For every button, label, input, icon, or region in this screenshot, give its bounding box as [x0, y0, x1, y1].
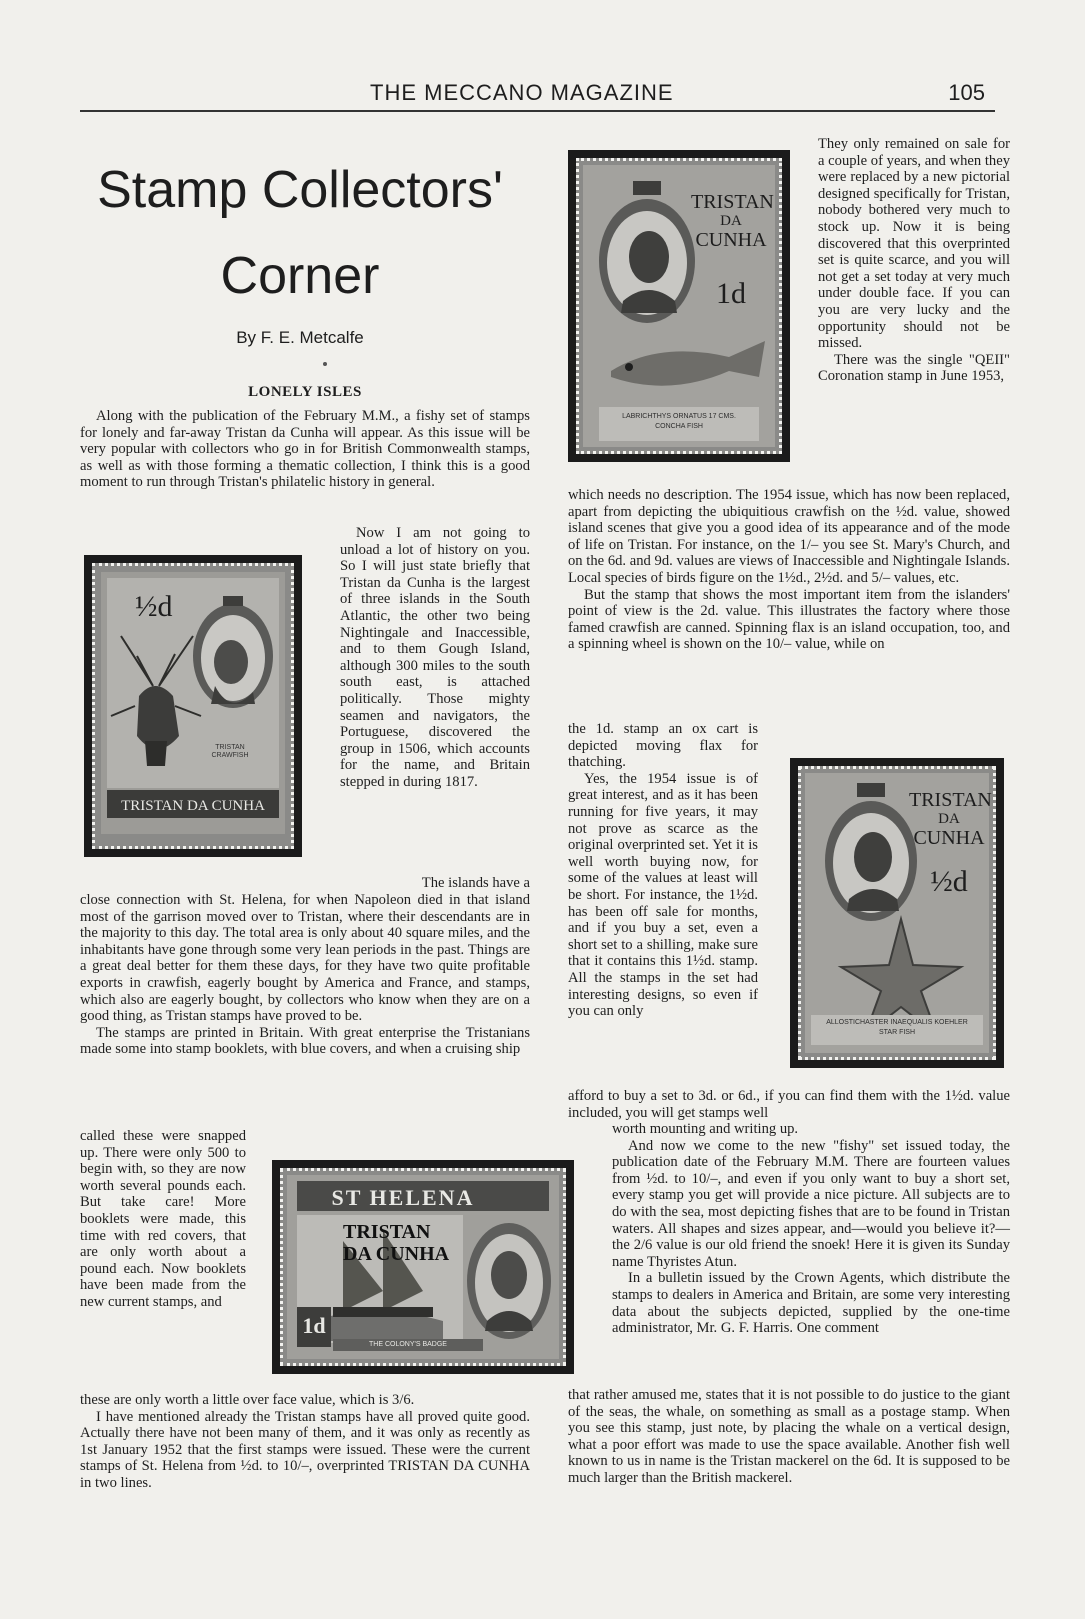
whale-paragraph: that rather amused me, states that it is not possible to do justice to the giant of the seas, the whale, on something as small as a postage stamp. When you see this stamp, just note, by placing the whale on a vertical design, what a poor effort was made to use the space available. Another fish well known to us in name is the Tristan mackerel on the 6d. It is supposed to be much larger than the British mackerel. [568, 1387, 1010, 1486]
fishy-set-paragraph: worth mounting and writing up. And now we come to the new "fishy" set issued today, the publication date of the February M.M. There are fourteen values from ½d. to 10/–, and even if you only want to buy a short set, every stamp you get will provide a nice picture. All subjects are to do with the sea, most depicting fishes that are to be found in Tristan waters. All shapes and sizes appear, and—would you believe it?—the 2/6 value is our old friend the snoek! Here it is given its Sunday name Thyristes Atun. In a bulletin issued by the Crown Agents, which distribute the stamps to dealers in America and Britain, are some very interesting data about the subjects depicted, supplied by the one-time administrator, Mr. G. F. Harris. One comment [612, 1121, 1010, 1337]
crawfish-stamp-country: TRISTAN DA CUNHA [121, 798, 265, 814]
crawfish-stamp-caption: TRISTAN CRAWFISH [211, 744, 249, 759]
mounting-paragraph: afford to buy a set to 3d. or 6d., if you can find them with the 1½d. value included, you will get stamps well [568, 1088, 1010, 1121]
starfish-stamp [790, 758, 1004, 1068]
st-helena-stamp-country: ST HELENA [331, 1185, 475, 1210]
islands-paragraph-start: The islands have a [421, 875, 530, 891]
st-helena-stamp-caption: THE COLONY'S BADGE [369, 1341, 447, 1348]
section-heading: LONELY ISLES [248, 384, 362, 400]
magazine-title: THE MECCANO MAGAZINE [370, 80, 674, 105]
intro-paragraph: Along with the publication of the February M.M., a fishy set of stamps for lonely and far-away Tristan da Cunha will appear. As this issue will be very popular with collectors who go in for British Commonwealth stamps, as well as with those forming a thematic collection, I think this is a good moment to run through Tristan's philatelic history in general. [80, 408, 530, 491]
starfish-stamp-caption-2: STAR FISH [878, 1029, 916, 1036]
fish-stamp-country-3: CUNHA [695, 229, 767, 251]
starfish-stamp-country-1: TRISTAN [909, 789, 992, 811]
st-helena-overprint-line1: TRISTAN [343, 1221, 431, 1243]
page-number: 105 [948, 80, 985, 105]
fish-stamp-value: 1d [716, 277, 746, 310]
starfish-stamp-caption-1: ALLOSTICHASTER INAEQUALIS KOEHLER [826, 1019, 968, 1026]
face-value-paragraph: these are only worth a little over face value, which is 3/6. I have mentioned already the Tristan stamps have all proved quite good. Actually there have not been many of them, and it was only as recently as 1st January 1952 that the first stamps were issued. These were the current stamps of St. Helena from ½d. to 10/–, overprinted TRISTAN DA CUNHA in two lines. [80, 1392, 530, 1491]
fish-stamp-country-2: DA [720, 213, 742, 229]
st-helena-overprint-stamp [272, 1160, 574, 1374]
issue-1954-paragraph: which needs no description. The 1954 issue, which has now been replaced, apart from depicting the ubiquitious crawfish on the ½d. value, showed island scenes that give you a good idea of its appearance and of the mode of life on Tristan. For instance, on the 1/– you see St. Mary's Church, and on the 6d. and 9d. values are views of Inaccessible and Nightingale Islands. Local species of birds figure on the 1½d., 2½d. and 5/– values, etc. But the stamp that shows the most important item from the islanders' point of view is the 2d. value. This illustrates the factory where those famed crawfish are canned. Spinning flax is an island occupation, too, and a spinning wheel is shown on the 10/– value, while on [568, 487, 1010, 653]
concha-fish-stamp [568, 150, 790, 462]
islands-paragraph: close connection with St. Helena, for when Napoleon died in that island most of the garrison moved over to Tristan, where their descendants are in the majority to this day. The total area is only about 40 square miles, and the inhabitants have gone through some very lean periods in the past. Things are a great deal better for them these days, for they have two quite profitable exports in crawfish, eagerly bought by America and France, and stamps, which also are eagerly bought, by collectors who know when they are on a good thing, as Tristan stamps have proved to be. The stamps are printed in Britain. With great enterprise the Tristanians made some into stamp booklets, with blue covers, and when a cruising ship [80, 892, 530, 1058]
st-helena-overprint-line2: DA CUNHA [343, 1243, 450, 1265]
history-paragraph: Now I am not going to unload a lot of history on you. So I will just state briefly that Tristan da Cunha is the largest of three islands in the South Atlantic, the other two being Nightingale and Inaccessible, and to them Gough Island, although 300 miles to the south south east, is attached politically. Those mighty seamen and navigators, the Portuguese, discovered the group in 1506, which accounts for the name, and Britain stepped in during 1817. [340, 525, 530, 790]
fish-stamp-caption-2: CONCHA FISH [655, 423, 703, 430]
booklets-paragraph: called these were snapped up. There were only 500 to begin with, so they are now worth several pounds each. But take care! More booklets were made, this time with red covers, that are only worth about a pound each. Now booklets have been made from the new current stamps, and [80, 1128, 246, 1310]
starfish-stamp-value: ½d [930, 865, 968, 898]
crawfish-stamp [84, 555, 302, 857]
st-helena-stamp-value: 1d [302, 1313, 326, 1338]
scarce-set-paragraph: They only remained on sale for a couple of years, and when they were replaced by a new pictorial designed specifically for Tristan, nobody bothered very much to stock up. Now it is being discovered that this overprinted set is quite scarce, and you will not get a set today at very much under double face. If you can you are very lucky and the opportunity should not be missed. There was the single "QEII" Coronation stamp in June 1953, [818, 136, 1010, 385]
crawfish-stamp-value: ½d [135, 590, 173, 623]
fish-stamp-caption-1: LABRICHTHYS ORNATUS 17 CMS. [622, 413, 736, 420]
page-header [80, 80, 995, 112]
fish-stamp-country-1: TRISTAN [691, 191, 774, 213]
byline: By F. E. Metcalfe [236, 328, 364, 347]
article-title-line1: Stamp Collectors' [97, 161, 503, 219]
separator-dot [323, 362, 327, 366]
ox-cart-paragraph: the 1d. stamp an ox cart is depicted moving flax for thatching. Yes, the 1954 issue is of great interest, and as it has been running for five years, it may not prove as scarce as the original overprinted set. Yet it is well worth buying now, for some of the values at least will be short. For instance, the 1½d. has been off sale for months, and if you buy a set, even a short set to a shilling, make sure that it contains this 1½d. stamp. All the stamps in the set had interesting designs, so even if you can only [568, 721, 758, 1020]
starfish-stamp-country-2: DA [938, 811, 960, 827]
article-title-line2: Corner [220, 247, 380, 305]
starfish-stamp-country-3: CUNHA [913, 827, 985, 849]
